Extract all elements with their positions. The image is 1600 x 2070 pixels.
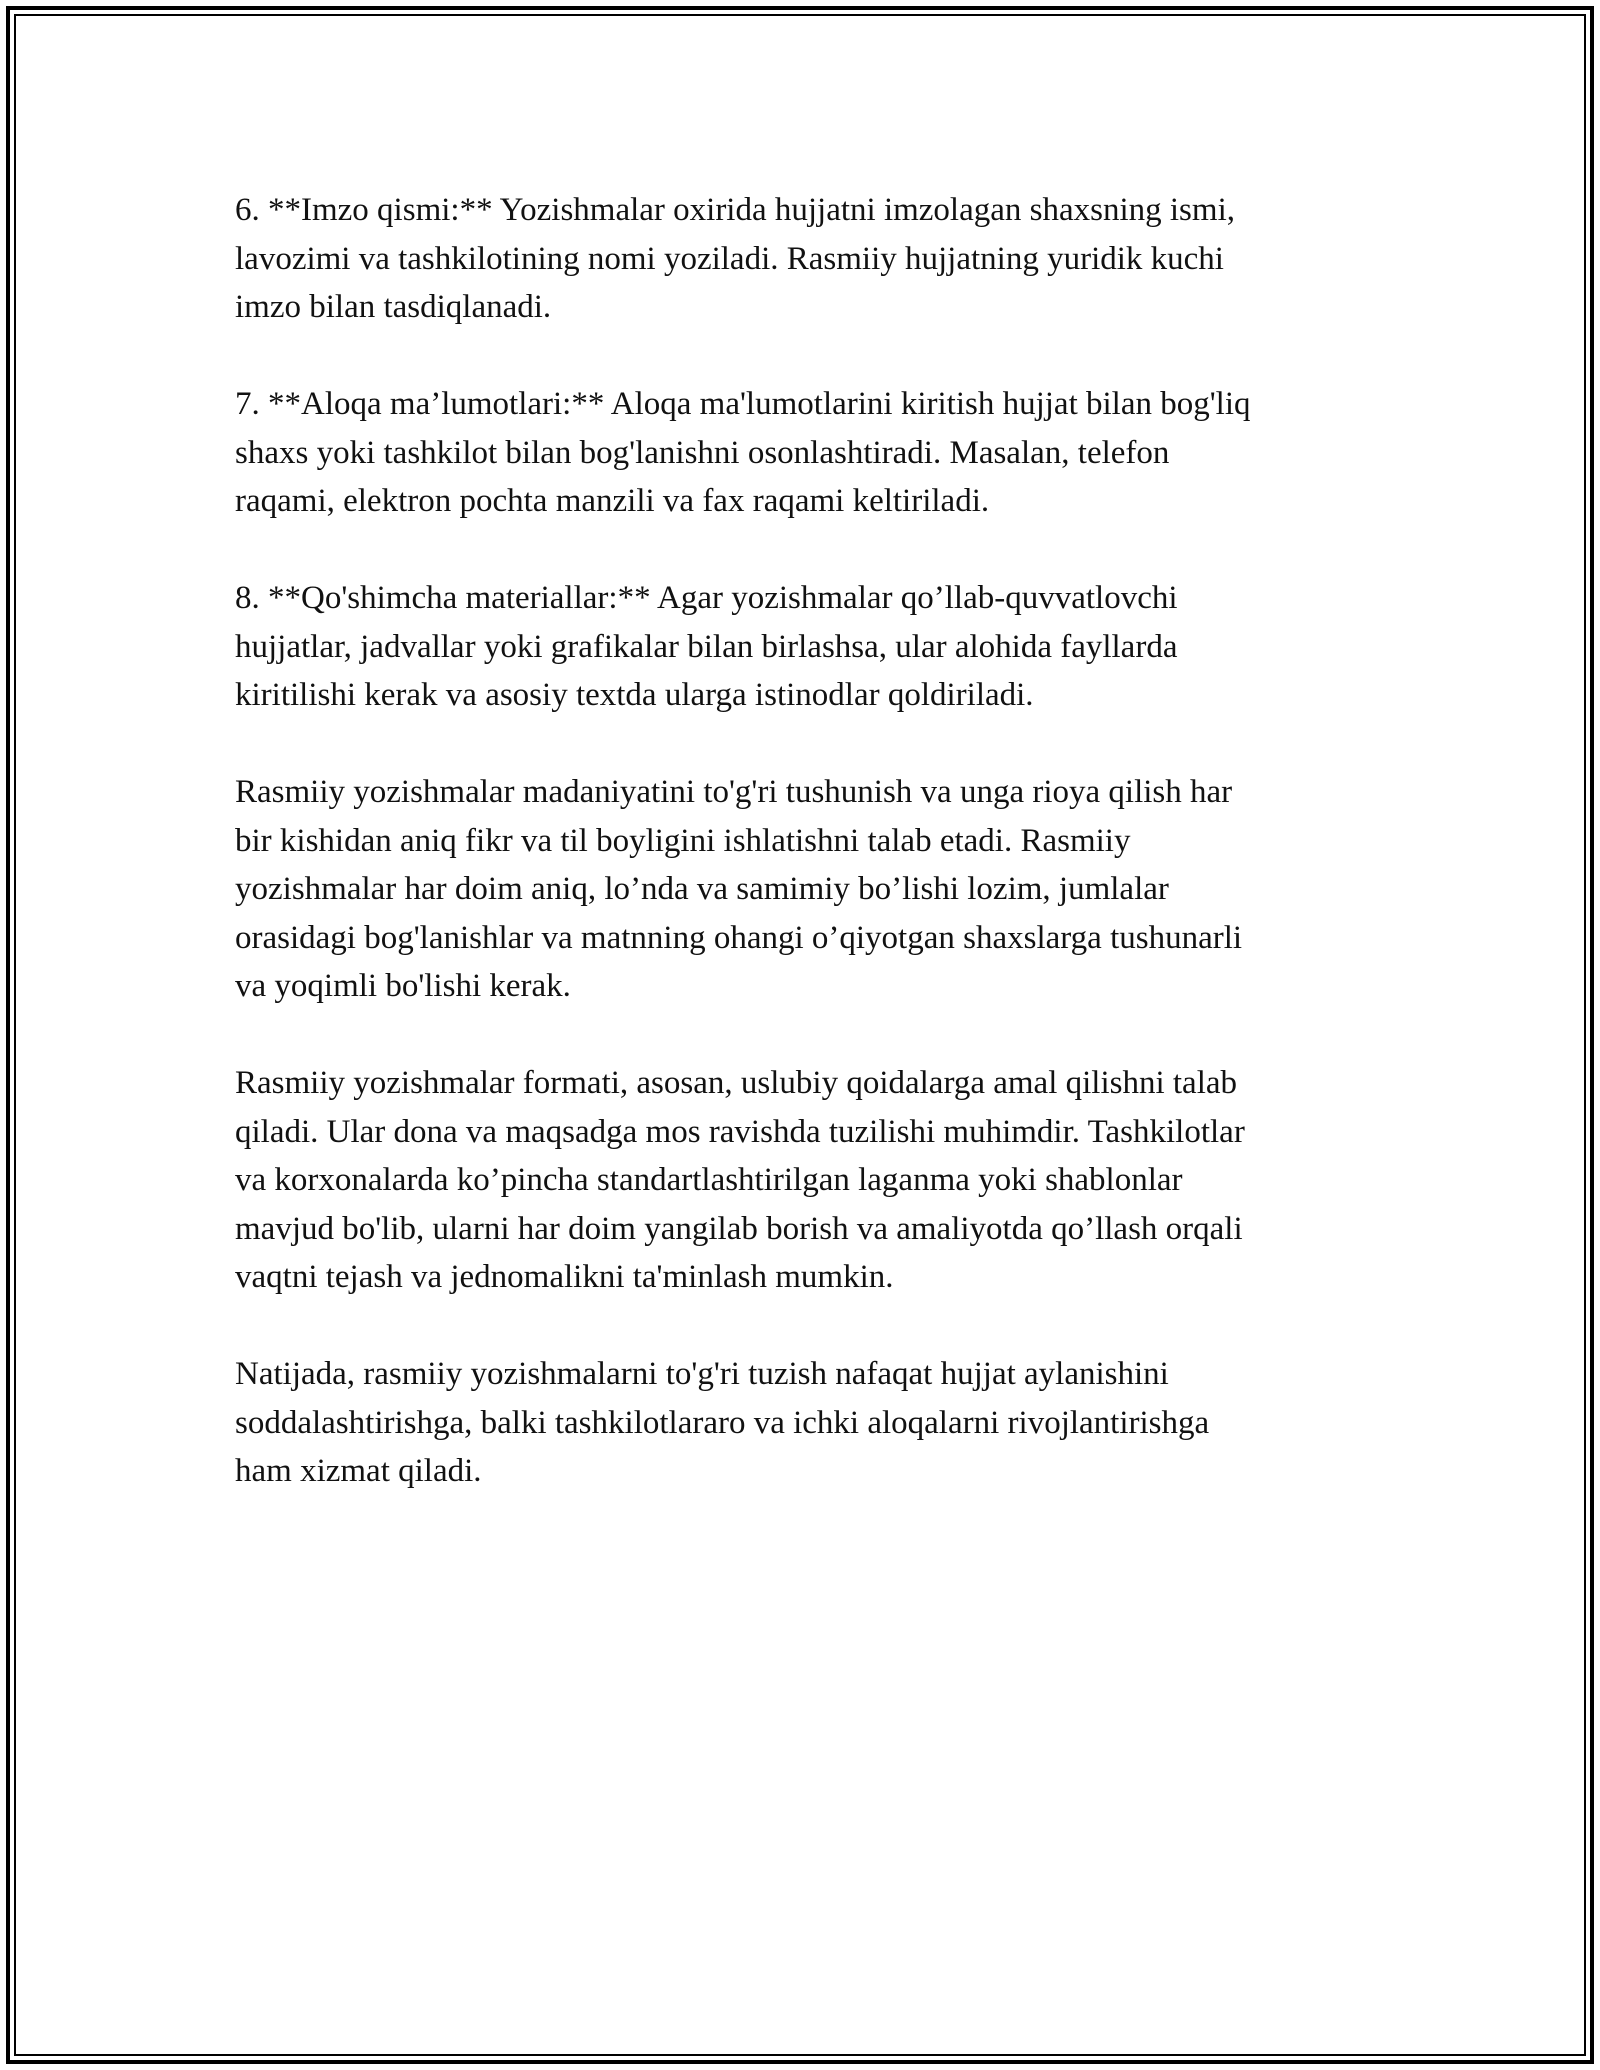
- document-body: [235, 186, 1385, 1544]
- paragraph-contact-info: 7. **Aloqa ma’lumotlari:** Aloqa ma'lumotlarini kiritish hujjat bilan bog'liq shaxs yoki tashkilot bilan bog'lanishni osonlashtiradi. Masalan, telefon raqami, elektron pochta manzili va fax raqami keltiriladi.: [235, 386, 1251, 519]
- paragraph-signature-section: 6. **Imzo qismi:** Yozishmalar oxirida hujjatni imzolagan shaxsning ismi, lavozimi va tashkilotining nomi yoziladi. Rasmiiy hujjatning yuridik kuchi imzo bilan tasdiqlanadi.: [235, 192, 1235, 325]
- paragraph-correspondence-culture: Rasmiiy yozishmalar madaniyatini to'g'ri tushunish va unga rioya qilish har bir kishidan aniq fikr va til boyligini ishlatishni talab etadi. Rasmiiy yozishmalar har doim aniq, lo’nda va samimiy bo’lishi lozim, jumlalar orasidagi bog'lanishlar va matnning ohangi o’qiyotgan shaxslarga tushunarli va yoqimli bo'lishi kerak.: [235, 774, 1243, 1004]
- paragraph-conclusion: Natijada, rasmiiy yozishmalarni to'g'ri tuzish nafaqat hujjat aylanishini soddalashtirishga, balki tashkilotlararo va ichki aloqalarni rivojlantirishga ham xizmat qiladi.: [235, 1356, 1210, 1489]
- paragraph-additional-materials: 8. **Qo'shimcha materiallar:** Agar yozishmalar qo’llab-quvvatlovchi hujjatlar, jadvallar yoki grafikalar bilan birlashsa, ular alohida fayllarda kiritilishi kerak va asosiy textda ularga istinodlar qoldiriladi.: [235, 580, 1178, 713]
- paragraph-correspondence-format: Rasmiiy yozishmalar formati, asosan, uslubiy qoidalarga amal qilishni talab qiladi. Ular dona va maqsadga mos ravishda tuzilishi muhimdir. Tashkilotlar va korxonalarda ko’pincha standartlashtirilgan laganma yoki shablonlar mavjud bo'lib, ularni har doim yangilab borish va amaliyotda qo’llash orqali vaqtni tejash va jednomalikni ta'minlash mumkin.: [235, 1065, 1245, 1295]
